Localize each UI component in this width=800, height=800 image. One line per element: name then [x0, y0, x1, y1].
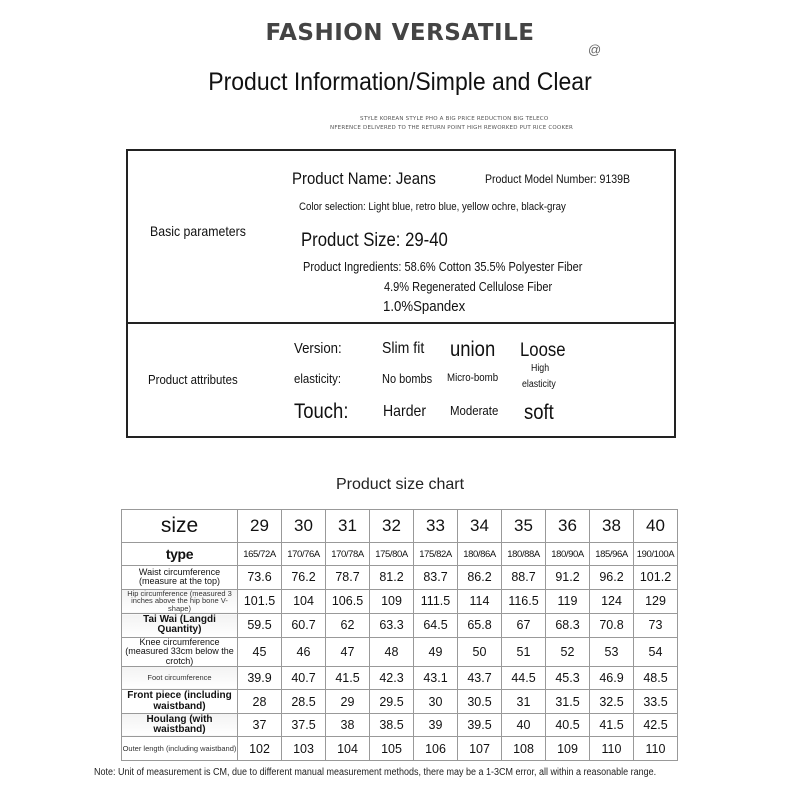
value-cell: 65.8	[458, 614, 502, 638]
value-cell: 106	[414, 737, 458, 761]
value-cell: 41.5	[326, 666, 370, 690]
size-cell: 30	[282, 510, 326, 543]
model-number: Product Model Number: 9139B	[485, 172, 630, 186]
value-cell: 42.5	[634, 713, 678, 737]
value-cell: 101.5	[238, 589, 282, 614]
value-cell: 104	[326, 737, 370, 761]
row-label: Front piece (including waistband)	[122, 690, 238, 714]
value-cell: 86.2	[458, 566, 502, 590]
size-chart-title: Product size chart	[335, 476, 465, 493]
size-cell: 36	[546, 510, 590, 543]
table-row	[122, 690, 678, 714]
type-cell: 180/88A	[502, 543, 546, 566]
value-cell: 73.6	[238, 566, 282, 590]
size-cell: 29	[238, 510, 282, 543]
row-label: Hip circumference (measured 3 inches above the hip bone V-shape)	[122, 589, 238, 614]
value-cell: 32.5	[590, 690, 634, 714]
ingredients-line-3: 1.0%Spandex	[383, 298, 466, 315]
elasticity-label: elasticity:	[294, 371, 342, 386]
size-cell: 35	[502, 510, 546, 543]
value-cell: 68.3	[546, 614, 590, 638]
value-cell: 119	[546, 589, 590, 614]
version-union: union	[450, 338, 496, 361]
value-cell: 110	[590, 737, 634, 761]
value-cell: 28.5	[282, 690, 326, 714]
version-label: Version:	[294, 340, 342, 357]
measurement-note: Note: Unit of measurement is CM, due to different manual measurement methods, there may be a 1-3CM error, all within a reasonable range.	[94, 767, 657, 778]
value-cell: 124	[590, 589, 634, 614]
value-cell: 44.5	[502, 666, 546, 690]
value-cell: 59.5	[238, 614, 282, 638]
touch-soft: soft	[524, 401, 554, 424]
value-cell: 76.2	[282, 566, 326, 590]
value-cell: 45.3	[546, 666, 590, 690]
table-row	[122, 713, 678, 737]
value-cell: 29	[326, 690, 370, 714]
value-cell: 81.2	[370, 566, 414, 590]
value-cell: 116.5	[502, 589, 546, 614]
value-cell: 52	[546, 637, 590, 666]
value-cell: 109	[370, 589, 414, 614]
table-row	[122, 614, 678, 638]
value-cell: 50	[458, 637, 502, 666]
value-cell: 49	[414, 637, 458, 666]
row-label: Tai Wai (Langdi Quantity)	[122, 614, 238, 638]
type-cell: 170/76A	[282, 543, 326, 566]
size-row	[122, 510, 678, 543]
value-cell: 37.5	[282, 713, 326, 737]
value-cell: 40.7	[282, 666, 326, 690]
value-cell: 101.2	[634, 566, 678, 590]
value-cell: 73	[634, 614, 678, 638]
fine-print-line-1: STYLE KOREAN STYLE PHO A BIG PRICE REDUCTION BIG TELECO	[360, 116, 549, 122]
type-header-cell: type	[122, 543, 238, 566]
type-row	[122, 543, 678, 566]
product-size: Product Size: 29-40	[301, 230, 448, 251]
value-cell: 106.5	[326, 589, 370, 614]
value-cell: 33.5	[634, 690, 678, 714]
value-cell: 30.5	[458, 690, 502, 714]
elasticity-no-bombs: No bombs	[382, 372, 433, 386]
value-cell: 107	[458, 737, 502, 761]
elasticity-high: High	[531, 363, 550, 374]
color-selection: Color selection: Light blue, retro blue, yellow ochre, black-gray	[299, 201, 566, 213]
value-cell: 70.8	[590, 614, 634, 638]
value-cell: 45	[238, 637, 282, 666]
value-cell: 78.7	[326, 566, 370, 590]
touch-moderate: Moderate	[450, 403, 499, 418]
version-loose: Loose	[520, 340, 566, 361]
size-cell: 33	[414, 510, 458, 543]
value-cell: 28	[238, 690, 282, 714]
page-subtitle: Product Information/Simple and Clear	[208, 68, 592, 96]
page-title: FASHION VERSATILE	[265, 20, 535, 46]
product-name: Product Name: Jeans	[292, 169, 436, 188]
table-row	[122, 589, 678, 614]
size-cell: 32	[370, 510, 414, 543]
value-cell: 48.5	[634, 666, 678, 690]
value-cell: 96.2	[590, 566, 634, 590]
table-row	[122, 737, 678, 761]
product-attributes-box	[126, 322, 676, 438]
type-cell: 185/96A	[590, 543, 634, 566]
value-cell: 31	[502, 690, 546, 714]
elasticity-high-2: elasticity	[522, 379, 556, 390]
ingredients-line-1: Product Ingredients: 58.6% Cotton 35.5% Polyester Fiber	[303, 260, 583, 274]
value-cell: 108	[502, 737, 546, 761]
type-cell: 170/78A	[326, 543, 370, 566]
elasticity-micro-bomb: Micro-bomb	[447, 372, 499, 384]
table-row	[122, 566, 678, 590]
value-cell: 60.7	[282, 614, 326, 638]
value-cell: 62	[326, 614, 370, 638]
value-cell: 83.7	[414, 566, 458, 590]
type-cell: 175/82A	[414, 543, 458, 566]
size-header-cell: size	[122, 510, 238, 543]
row-label: Houlang (with waistband)	[122, 713, 238, 737]
row-label: Waist circumference (measure at the top)	[122, 566, 238, 590]
value-cell: 38.5	[370, 713, 414, 737]
value-cell: 103	[282, 737, 326, 761]
version-slim-fit: Slim fit	[382, 340, 425, 357]
value-cell: 42.3	[370, 666, 414, 690]
at-mark: @	[588, 42, 602, 57]
row-label: Foot circumference	[122, 666, 238, 690]
size-chart-table	[121, 509, 678, 761]
ingredients-line-2: 4.9% Regenerated Cellulose Fiber	[384, 280, 553, 294]
touch-harder: Harder	[383, 403, 427, 420]
value-cell: 40	[502, 713, 546, 737]
type-cell: 175/80A	[370, 543, 414, 566]
value-cell: 54	[634, 637, 678, 666]
value-cell: 31.5	[546, 690, 590, 714]
value-cell: 46	[282, 637, 326, 666]
value-cell: 30	[414, 690, 458, 714]
value-cell: 91.2	[546, 566, 590, 590]
value-cell: 40.5	[546, 713, 590, 737]
value-cell: 47	[326, 637, 370, 666]
value-cell: 105	[370, 737, 414, 761]
size-cell: 38	[590, 510, 634, 543]
basic-parameters-box	[126, 149, 676, 324]
value-cell: 67	[502, 614, 546, 638]
value-cell: 37	[238, 713, 282, 737]
type-cell: 165/72A	[238, 543, 282, 566]
touch-label: Touch:	[294, 400, 349, 423]
value-cell: 51	[502, 637, 546, 666]
value-cell: 64.5	[414, 614, 458, 638]
value-cell: 39.5	[458, 713, 502, 737]
value-cell: 111.5	[414, 589, 458, 614]
value-cell: 53	[590, 637, 634, 666]
fine-print-line-2: NFERENCE DELIVERED TO THE RETURN POINT HIGH REWORKED PUT RICE COOKER	[330, 125, 573, 131]
size-cell: 34	[458, 510, 502, 543]
row-label: Knee circumference (measured 33cm below the crotch)	[122, 637, 238, 666]
size-cell: 40	[634, 510, 678, 543]
value-cell: 39	[414, 713, 458, 737]
type-cell: 190/100A	[634, 543, 678, 566]
value-cell: 129	[634, 589, 678, 614]
value-cell: 41.5	[590, 713, 634, 737]
value-cell: 63.3	[370, 614, 414, 638]
value-cell: 110	[634, 737, 678, 761]
product-attributes-label: Product attributes	[148, 372, 238, 387]
value-cell: 43.1	[414, 666, 458, 690]
value-cell: 43.7	[458, 666, 502, 690]
value-cell: 88.7	[502, 566, 546, 590]
value-cell: 109	[546, 737, 590, 761]
value-cell: 29.5	[370, 690, 414, 714]
value-cell: 46.9	[590, 666, 634, 690]
value-cell: 38	[326, 713, 370, 737]
table-row	[122, 666, 678, 690]
row-label: Outer length (including waistband)	[122, 737, 238, 761]
table-row	[122, 637, 678, 666]
basic-parameters-label: Basic parameters	[150, 223, 246, 239]
value-cell: 39.9	[238, 666, 282, 690]
size-cell: 31	[326, 510, 370, 543]
value-cell: 48	[370, 637, 414, 666]
value-cell: 104	[282, 589, 326, 614]
value-cell: 102	[238, 737, 282, 761]
type-cell: 180/90A	[546, 543, 590, 566]
value-cell: 114	[458, 589, 502, 614]
type-cell: 180/86A	[458, 543, 502, 566]
